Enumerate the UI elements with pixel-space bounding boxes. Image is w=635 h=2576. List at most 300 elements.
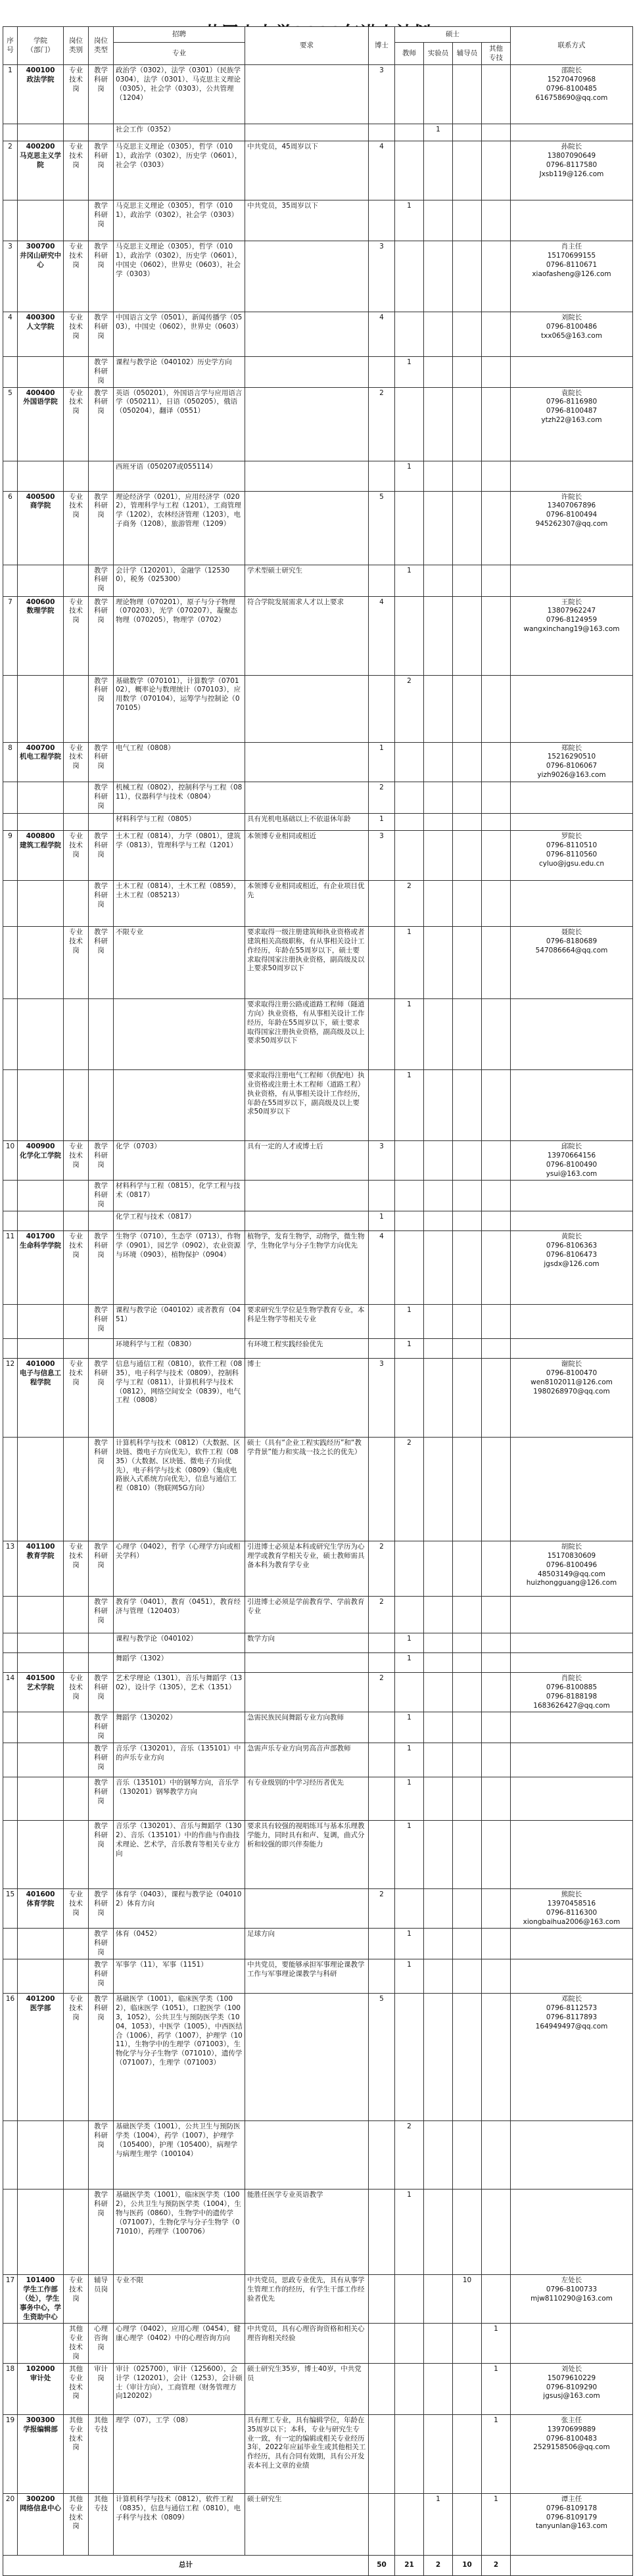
row-doctor [369, 1653, 395, 1673]
row-contact: 袁院长 0796-8116980 0796-8100487 ytzh22@163.com [511, 387, 633, 461]
row-contact [511, 2121, 633, 2190]
row-requirements [245, 742, 369, 782]
row-post-category: 专业技术岗 [64, 742, 89, 782]
row-doctor [369, 565, 395, 596]
table-row [3, 1777, 633, 1821]
row-post-type: 教学科研岗 [89, 1777, 114, 1821]
row-major: 政治学（0302），法学（0301）（民族学0304），法学（0301）、马克思主义理论（0305），社会学（0303），公共管理（1204） [114, 65, 245, 124]
row-other [482, 312, 511, 357]
row-lab [424, 1541, 453, 1597]
row-contact [511, 1339, 633, 1359]
row-other [482, 1959, 511, 1994]
table-row [3, 312, 633, 357]
row-doctor [369, 2190, 395, 2275]
row-requirements: 具有理工专业，具有编辑学位，年龄在35周岁以下；本科，专业与研究生专业一致，有一定的编辑或相关专业经历3年，2022年应届毕业生或其他相关工作经历，具有合同有效期，具有公开发表本刊上文章的业绩 [245, 2414, 369, 2493]
row-unit [18, 1181, 64, 1211]
row-doctor [369, 1712, 395, 1743]
row-other [482, 675, 511, 742]
row-doctor [369, 1438, 395, 1541]
row-post-category: 专业技术岗 [64, 1673, 89, 1712]
row-other [482, 1231, 511, 1305]
row-unit [18, 1070, 64, 1141]
table-row [3, 1359, 633, 1438]
row-post-type [89, 1070, 114, 1141]
row-other [482, 565, 511, 596]
row-unit: 102000 审计处 [18, 2363, 64, 2414]
row-teacher: 1 [395, 1777, 424, 1821]
row-contact [511, 461, 633, 491]
row-other: 1 [482, 2493, 511, 2555]
row-seq: 20 [3, 2493, 18, 2555]
row-seq [3, 927, 18, 999]
row-lab [424, 357, 453, 388]
row-post-type: 教学科研岗 [89, 1541, 114, 1597]
row-unit [18, 461, 64, 491]
row-counselor [453, 200, 482, 241]
row-other [482, 2121, 511, 2190]
row-contact [511, 1929, 633, 1959]
row-counselor [453, 742, 482, 782]
total-label: 总计 [3, 2555, 369, 2575]
row-teacher [395, 596, 424, 675]
row-post-type: 教学科研岗 [89, 387, 114, 461]
table-row [3, 2493, 633, 2555]
row-doctor [369, 1743, 395, 1777]
row-seq [3, 1597, 18, 1633]
row-other [482, 1070, 511, 1141]
row-major: 舞蹈学（1302） [114, 1653, 245, 1673]
row-post-category [64, 675, 89, 742]
row-other [482, 1181, 511, 1211]
row-unit: 400100 政法学院 [18, 65, 64, 124]
row-post-category [64, 1305, 89, 1339]
row-post-category [64, 814, 89, 831]
row-lab [424, 1633, 453, 1653]
row-seq: 15 [3, 1889, 18, 1929]
row-contact: 孙院长 13807090649 0796-8117580 Jxsb119@126.com [511, 141, 633, 200]
table-row [3, 1653, 633, 1673]
row-requirements [245, 461, 369, 491]
row-unit [18, 881, 64, 927]
row-post-category: 专业技术岗 [64, 241, 89, 312]
row-seq [3, 565, 18, 596]
row-other [482, 1141, 511, 1181]
header-doctor: 博士 [369, 27, 395, 65]
row-lab [424, 1959, 453, 1994]
row-lab [424, 1743, 453, 1777]
table-row [3, 1181, 633, 1211]
row-requirements: 硕士研究生 [245, 2493, 369, 2555]
row-lab [424, 1305, 453, 1339]
row-post-type [89, 1211, 114, 1231]
row-lab [424, 491, 453, 565]
row-doctor: 3 [369, 65, 395, 124]
row-teacher [395, 1889, 424, 1929]
row-seq: 1 [3, 65, 18, 124]
row-teacher [395, 1597, 424, 1633]
row-major: 电气工程（0808） [114, 742, 245, 782]
row-post-category [64, 1929, 89, 1959]
row-contact: 郑院长 15216290510 0796-8106067 yizh9026@163.com [511, 742, 633, 782]
row-post-category [64, 1777, 89, 1821]
row-major: 土木工程（0814），土木工程（0859），土木工程（085213） [114, 881, 245, 927]
row-lab [424, 1777, 453, 1821]
row-unit [18, 1959, 64, 1994]
row-teacher [395, 65, 424, 124]
row-requirements: 要求具有较强的视唱练耳与基本乐理教学能力，同时具有和声、复调，曲式分析和较强的即兴伴奏能力 [245, 1821, 369, 1889]
table-row [3, 241, 633, 312]
row-lab [424, 312, 453, 357]
recruitment-table [3, 26, 633, 2576]
row-requirements: 植物学，发育生物学，动物学，微生物学，生物化学与分子生物学方向优先 [245, 1231, 369, 1305]
row-contact [511, 200, 633, 241]
row-contact [511, 124, 633, 141]
header-teacher: 教师 [395, 43, 424, 65]
row-contact: 罗院长 0796-8110510 0796-8110560 cyluo@jgsu.edu.cn [511, 831, 633, 881]
row-counselor [453, 141, 482, 200]
row-major: 课程与教学论（040102）或者教育（0451） [114, 1305, 245, 1339]
row-lab: 1 [424, 2493, 453, 2555]
row-counselor [453, 1821, 482, 1889]
row-counselor [453, 1070, 482, 1141]
row-seq: 3 [3, 241, 18, 312]
row-other [482, 2190, 511, 2275]
row-other [482, 141, 511, 200]
row-doctor: 2 [369, 387, 395, 461]
row-post-category [64, 1181, 89, 1211]
row-teacher: 1 [395, 200, 424, 241]
row-other [482, 2275, 511, 2324]
row-major: 基础医学类（1001），临床医学类（1002），公共卫生与预防医学类（1004），生物与医药（0860），生物学中的遗传学（071007），生物化学与分子生物学（071010），药理学（100706） [114, 2190, 245, 2275]
table-row [3, 491, 633, 565]
row-seq: 18 [3, 2363, 18, 2414]
row-teacher: 2 [395, 881, 424, 927]
row-counselor [453, 1743, 482, 1777]
row-post-type: 教学科研岗 [89, 1712, 114, 1743]
row-post-category: 其他专业技术岗 [64, 2493, 89, 2555]
row-lab [424, 814, 453, 831]
table-row [3, 782, 633, 814]
row-contact [511, 881, 633, 927]
row-post-category [64, 200, 89, 241]
row-contact: 胡院长 15170830609 0796-8100496 48503149@qq.com huizhongguang@126.com [511, 1541, 633, 1597]
row-post-category [64, 461, 89, 491]
row-teacher [395, 1141, 424, 1181]
table-row [3, 831, 633, 881]
row-major: 化学（0703） [114, 1141, 245, 1181]
table-row [3, 742, 633, 782]
row-doctor [369, 2363, 395, 2414]
row-lab [424, 1597, 453, 1633]
row-teacher: 1 [395, 1959, 424, 1994]
row-lab [424, 387, 453, 461]
row-other: 1 [482, 2324, 511, 2363]
row-post-type: 教学科研岗 [89, 1673, 114, 1712]
row-major: 专业不限 [114, 2275, 245, 2324]
row-requirements: 能胜任医学专业英语教学 [245, 2190, 369, 2275]
row-seq [3, 1633, 18, 1653]
row-post-category [64, 124, 89, 141]
row-teacher: 2 [395, 1438, 424, 1541]
row-major: 计算机科学与技术（0812），软件工程（0835），信息与通信工程（0810），电子科学与技术（0809） [114, 2493, 245, 2555]
row-major [114, 1070, 245, 1141]
row-doctor: 5 [369, 1994, 395, 2121]
row-unit [18, 1305, 64, 1339]
row-post-category: 专业技术岗 [64, 1994, 89, 2121]
row-unit [18, 1821, 64, 1889]
row-major: 英语（050201），外国语言学与应用语言学（050211），日语（050205），俄语（050204），翻译（0551） [114, 387, 245, 461]
row-unit: 400500 商学院 [18, 491, 64, 565]
row-unit: 300200 网络信息中心 [18, 2493, 64, 2555]
row-post-category [64, 1653, 89, 1673]
row-doctor [369, 1339, 395, 1359]
table-row [3, 565, 633, 596]
row-lab [424, 461, 453, 491]
row-counselor [453, 387, 482, 461]
row-seq [3, 1777, 18, 1821]
row-counselor [453, 1597, 482, 1633]
table-row [3, 814, 633, 831]
row-major: 社会工作（0352） [114, 124, 245, 141]
row-post-category: 专业技术岗 [64, 596, 89, 675]
row-post-type: 心理咨询岗 [89, 2324, 114, 2363]
table-row [3, 1673, 633, 1712]
row-major: 舞蹈学（130202） [114, 1712, 245, 1743]
row-seq: 7 [3, 596, 18, 675]
row-requirements: 要求取得一级注册建筑师执业资格或者建筑相关高级职称，有从事相关设计工作经历，年龄在55周岁以下，硕士要求取得国家注册执业资格，副高级及以上要求50周岁以下 [245, 927, 369, 999]
table-row [3, 2324, 633, 2363]
row-other [482, 1597, 511, 1633]
row-requirements: 学术型硕士研究生 [245, 565, 369, 596]
row-seq [3, 2121, 18, 2190]
row-teacher: 1 [395, 1305, 424, 1339]
row-other [482, 1653, 511, 1673]
row-seq: 17 [3, 2275, 18, 2324]
row-other: 1 [482, 2414, 511, 2493]
row-post-category [64, 2121, 89, 2190]
table-row [3, 1889, 633, 1929]
row-counselor [453, 241, 482, 312]
row-requirements: 中共党员，45周岁以下 [245, 141, 369, 200]
row-teacher: 1 [395, 357, 424, 388]
row-unit [18, 200, 64, 241]
row-requirements: 有环境工程实践经验优先 [245, 1339, 369, 1359]
row-major: 心理学（0402），应用心理（0454），健康心理学（0402）中的心理咨询方向 [114, 2324, 245, 2363]
row-contact: 左处长 0796-8100733 mjw8110290@163.com [511, 2275, 633, 2324]
row-seq: 4 [3, 312, 18, 357]
table-row [3, 141, 633, 200]
row-other [482, 200, 511, 241]
row-lab [424, 2121, 453, 2190]
header-lab: 实验员 [424, 43, 453, 65]
row-other [482, 742, 511, 782]
table-row [3, 881, 633, 927]
row-doctor [369, 1929, 395, 1959]
table-row [3, 2363, 633, 2414]
row-major: 不限专业 [114, 927, 245, 999]
row-counselor [453, 65, 482, 124]
row-requirements: 急需声乐专业方向男高音声部教师 [245, 1743, 369, 1777]
row-major: 理学（07），工学（08） [114, 2414, 245, 2493]
row-unit [18, 2324, 64, 2363]
row-unit: 401100 教育学院 [18, 1541, 64, 1597]
row-requirements: 中共党员，具有心理咨询资格和相关心理咨询相关经验 [245, 2324, 369, 2363]
row-counselor [453, 1633, 482, 1653]
row-seq [3, 1211, 18, 1231]
row-other [482, 461, 511, 491]
header-recruit: 招聘 [114, 27, 245, 43]
total-doctor: 50 [369, 2555, 395, 2575]
total-contact [511, 2555, 633, 2575]
row-requirements: 本领博专业相同或相近，有企业项目优先 [245, 881, 369, 927]
row-post-type: 教学科研岗 [89, 596, 114, 675]
row-doctor [369, 927, 395, 999]
row-doctor: 2 [369, 1597, 395, 1633]
row-teacher: 1 [395, 999, 424, 1070]
row-seq [3, 1959, 18, 1994]
row-requirements: 足球方向 [245, 1929, 369, 1959]
row-teacher [395, 1211, 424, 1231]
table-row [3, 1633, 633, 1653]
table-row [3, 1438, 633, 1541]
row-unit: 400600 数理学院 [18, 596, 64, 675]
header-major: 专业 [114, 43, 245, 65]
row-major: 基础医学（1001），临床医学类（1002），临床医学（1051），口腔医学（1003，1052），公共卫生与预防医学类（1004，1053），中医学（1005），中西医结合（1006），药学（1007），护理学（1011），生物学中的生理学（071003），生物化学与分子生物学（071010），遗传学（071007），生理学（071003） [114, 1994, 245, 2121]
row-post-category [64, 565, 89, 596]
row-post-type: 教学科研岗 [89, 675, 114, 742]
row-doctor [369, 2324, 395, 2363]
row-unit [18, 2190, 64, 2275]
row-contact [511, 1181, 633, 1211]
row-post-type: 教学科研岗 [89, 357, 114, 388]
table-row [3, 1141, 633, 1181]
row-seq [3, 1438, 18, 1541]
row-doctor [369, 200, 395, 241]
table-row [3, 1070, 633, 1141]
row-post-type: 教学科研岗 [89, 241, 114, 312]
row-doctor [369, 2414, 395, 2493]
row-contact [511, 2324, 633, 2363]
row-unit [18, 1633, 64, 1653]
row-counselor [453, 1181, 482, 1211]
row-teacher [395, 141, 424, 200]
row-major: 基础数学（070101），计算数学（070102），概率论与数理统计（070103），应用数学（070104），运筹学与控制论（070105） [114, 675, 245, 742]
row-major: 中国语言文学（0501），新闻传播学（0503），中国史（0602），世界史（0603） [114, 312, 245, 357]
row-doctor [369, 2121, 395, 2190]
row-teacher [395, 2493, 424, 2555]
row-doctor: 3 [369, 1141, 395, 1181]
row-requirements [245, 1653, 369, 1673]
total-other: 2 [482, 2555, 511, 2575]
row-counselor [453, 2363, 482, 2414]
header-post-type: 岗位 类型 [89, 27, 114, 65]
row-counselor [453, 1653, 482, 1673]
row-seq [3, 999, 18, 1070]
row-contact [511, 999, 633, 1070]
row-post-type: 教学科研岗 [89, 1305, 114, 1339]
row-requirements: 中共党员，思政专业优先，具有从事学生管理工作的经历，有学生干部工作经验者优先 [245, 2275, 369, 2324]
row-seq: 14 [3, 1673, 18, 1712]
row-unit: 401700 生命科学学院 [18, 1231, 64, 1305]
row-doctor [369, 124, 395, 141]
row-post-type: 教学科研岗 [89, 2121, 114, 2190]
row-post-category: 专业技术岗 [64, 1141, 89, 1181]
row-seq [3, 1070, 18, 1141]
header-counselor: 辅导员 [453, 43, 482, 65]
row-teacher: 1 [395, 1712, 424, 1743]
row-unit [18, 1211, 64, 1231]
row-doctor: 5 [369, 491, 395, 565]
row-post-type [89, 999, 114, 1070]
row-seq: 10 [3, 1141, 18, 1181]
row-lab [424, 1889, 453, 1929]
row-requirements [245, 124, 369, 141]
row-other [482, 1673, 511, 1712]
row-unit: 400900 化学化工学院 [18, 1141, 64, 1181]
row-major: 艺术学理论（1301），音乐与舞蹈学（1302），设计学（1305），艺术（1351） [114, 1673, 245, 1712]
row-lab [424, 200, 453, 241]
row-teacher [395, 312, 424, 357]
row-major: 军事学（11），军事（1151） [114, 1959, 245, 1994]
row-doctor: 4 [369, 312, 395, 357]
row-lab [424, 675, 453, 742]
row-seq [3, 1821, 18, 1889]
row-contact: 熊院长 13970458516 0796-8116300 xiongbaihua2006@163.com [511, 1889, 633, 1929]
row-requirements: 要求取得注册电气工程师（供配电）执业资格或注册土木工程师（道路工程）执业资格，有从事相关设计工作经历，年龄在55周岁以下，副高级及以上要求50周岁以下 [245, 1070, 369, 1141]
row-major: 生物学（0710），生态学（0713），作物学（0901），园艺学（0902），农业资源与环境（0903），植物保护（0904） [114, 1231, 245, 1305]
row-teacher: 1 [395, 1633, 424, 1653]
row-post-type: 其他专技 [89, 2493, 114, 2555]
row-seq [3, 782, 18, 814]
row-counselor [453, 2190, 482, 2275]
row-major: 课程与教学论（040102） [114, 1633, 245, 1653]
row-contact [511, 1211, 633, 1231]
row-counselor [453, 999, 482, 1070]
row-counselor [453, 461, 482, 491]
row-counselor [453, 1339, 482, 1359]
row-lab [424, 1821, 453, 1889]
row-other [482, 1633, 511, 1653]
row-other [482, 1712, 511, 1743]
row-teacher: 2 [395, 2121, 424, 2190]
row-contact [511, 1959, 633, 1994]
row-requirements: 具有一定的人才或博士后 [245, 1141, 369, 1181]
row-post-category: 专业技术岗 [64, 1359, 89, 1438]
row-unit: 401600 体育学院 [18, 1889, 64, 1929]
row-teacher: 1 [395, 1929, 424, 1959]
row-unit [18, 1777, 64, 1821]
row-seq [3, 881, 18, 927]
row-other [482, 357, 511, 388]
row-post-type [89, 1339, 114, 1359]
row-other [482, 1777, 511, 1821]
table-row [3, 200, 633, 241]
row-doctor: 4 [369, 1231, 395, 1305]
row-post-category: 其他专业技术岗 [64, 2414, 89, 2493]
row-teacher [395, 1181, 424, 1211]
row-post-category [64, 881, 89, 927]
total-lab: 2 [424, 2555, 453, 2575]
row-post-type: 教学科研岗 [89, 1929, 114, 1959]
row-seq [3, 1181, 18, 1211]
row-requirements [245, 1211, 369, 1231]
table-row [3, 461, 633, 491]
row-doctor: 3 [369, 241, 395, 312]
row-doctor: 2 [369, 1673, 395, 1712]
row-contact [511, 675, 633, 742]
row-major: 音乐学（130201）、音乐与舞蹈学（1302）、音乐（135101）中的作曲与作曲技术理论、艺术学，音乐教育等相关专业方向 [114, 1821, 245, 1889]
row-other [482, 1339, 511, 1359]
